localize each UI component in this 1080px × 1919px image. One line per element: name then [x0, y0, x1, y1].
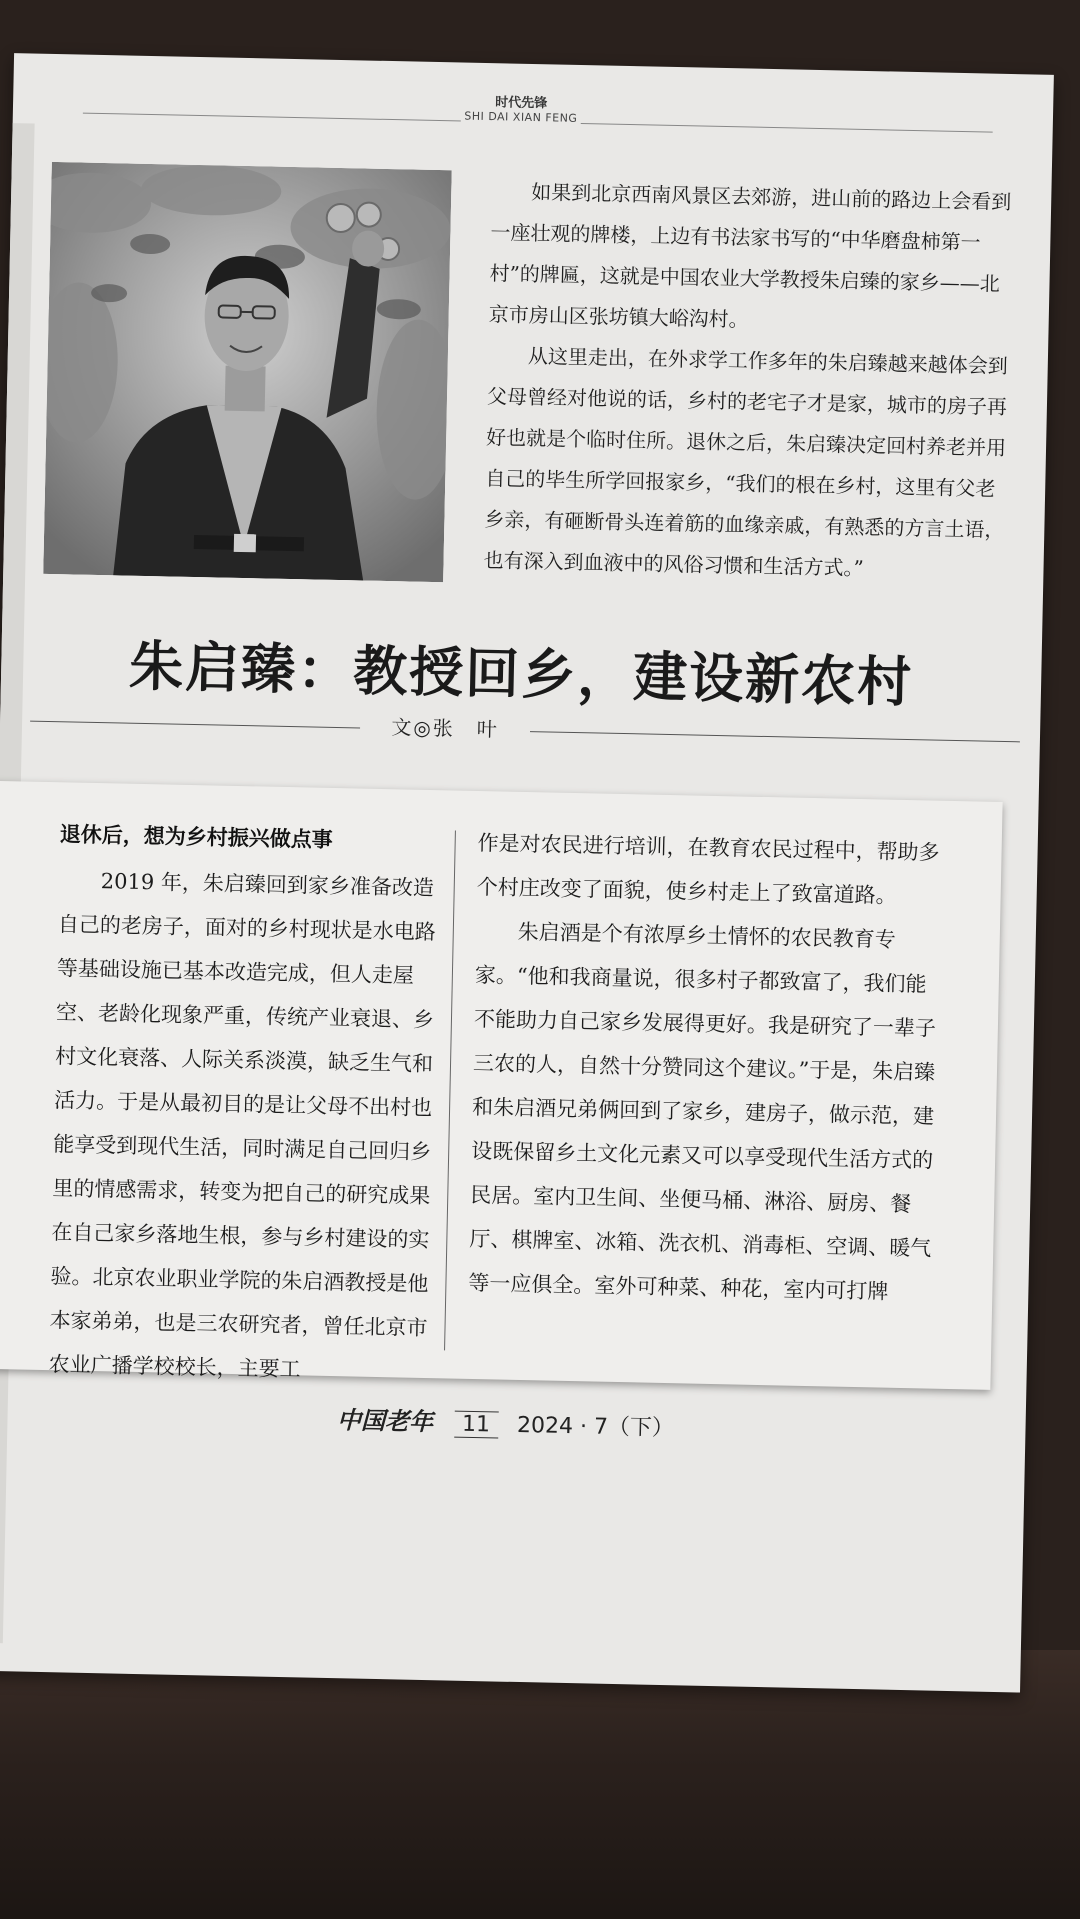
body-paragraph: 2019 年，朱启臻回到家乡准备改造自己的老房子，面对的乡村现状是水电路等基础设施已基本改造完成，但人走屋空、老龄化现象严重，传统产业衰退、乡村文化衰落、人际关系淡漠，缺乏生气和活力。于是从最初目的是让父母不出村也能享受到现代生活，同时满足自己回归乡里的情感需求，转变为把自己的研究成果在自己家乡落地生根，参与乡村建设的实验。北京农业职业学院的朱启酒教授是他本家弟弟，也是三农研究者，曾任北京市农业广播学校校长，主要工 — [48, 869, 437, 1382]
right-column — [468, 821, 948, 1315]
article-headline: 朱启臻：教授回乡，建设新农村 — [128, 634, 914, 715]
section-title-pinyin: SHI DAI XIAN FENG — [464, 109, 578, 125]
section-title: 时代先锋 — [495, 95, 548, 112]
magazine-page — [0, 53, 1054, 1692]
intro-paragraph: 从这里走出，在外求学工作多年的朱启臻越来越体会到父母曾经对他说的话，乡村的老宅子才是家，城市的房子再好也就是个临时住所。退休之后，朱启臻决定回村养老并用自己的毕生所学回报家乡，“我们的根在乡村，这里有父老乡亲，有砸断骨头连着筋的血缘亲戚，有熟悉的方言土语，也有深入到血液中的风俗习惯和生活方式。” — [483, 343, 1009, 581]
article-subhead: 退休后，想为乡村振兴做点事 — [59, 822, 333, 852]
body-paragraph: 朱启酒是个有浓厚乡土情怀的农民教育专家。“他和我商量说，很多村子都致富了，我们能不能助力自己家乡发展得更好。我是研究了一辈子三农的人，自然十分赞同这个建议。”于是，朱启臻和朱启酒兄弟俩回到了家乡，建房子，做示范，建设既保留乡土文化元素又可以享受现代生活方式的民居。室内卫生间、坐便马桶、淋浴、厨房、餐厅、棋牌室、冰箱、洗衣机、消毒柜、空调、暖气等一应俱全。室外可种菜、种花，室内可打牌 — [468, 919, 937, 1304]
body-paragraph: 作是对农民进行培训，在教育农民过程中，帮助多个村庄改变了面貌，使乡村走上了致富道路。 — [476, 830, 940, 908]
byline-rule-right — [530, 731, 1020, 742]
byline: 文◎张 叶 — [391, 715, 500, 742]
issue-date: 2024 · 7（下） — [516, 1412, 675, 1442]
section-mark — [461, 90, 582, 125]
page-number: 11 — [454, 1411, 499, 1439]
byline-rule-left — [30, 721, 360, 729]
left-column — [48, 812, 440, 1394]
column-divider — [444, 831, 456, 1351]
intro-paragraph: 如果到北京西南风景区去郊游，进山前的路边上会看到一座壮观的牌楼，上边有书法家书写的“中华磨盘柿第一村”的牌匾，这就是中国农业大学教授朱启臻的家乡——北京市房山区张坊镇大峪沟村。 — [488, 179, 1012, 332]
intro-text — [483, 171, 1011, 592]
portrait-photo — [43, 162, 452, 582]
article-clipping — [0, 781, 1003, 1390]
page-footer — [0, 1393, 1026, 1450]
magazine-name: 中国老年 — [336, 1405, 434, 1437]
